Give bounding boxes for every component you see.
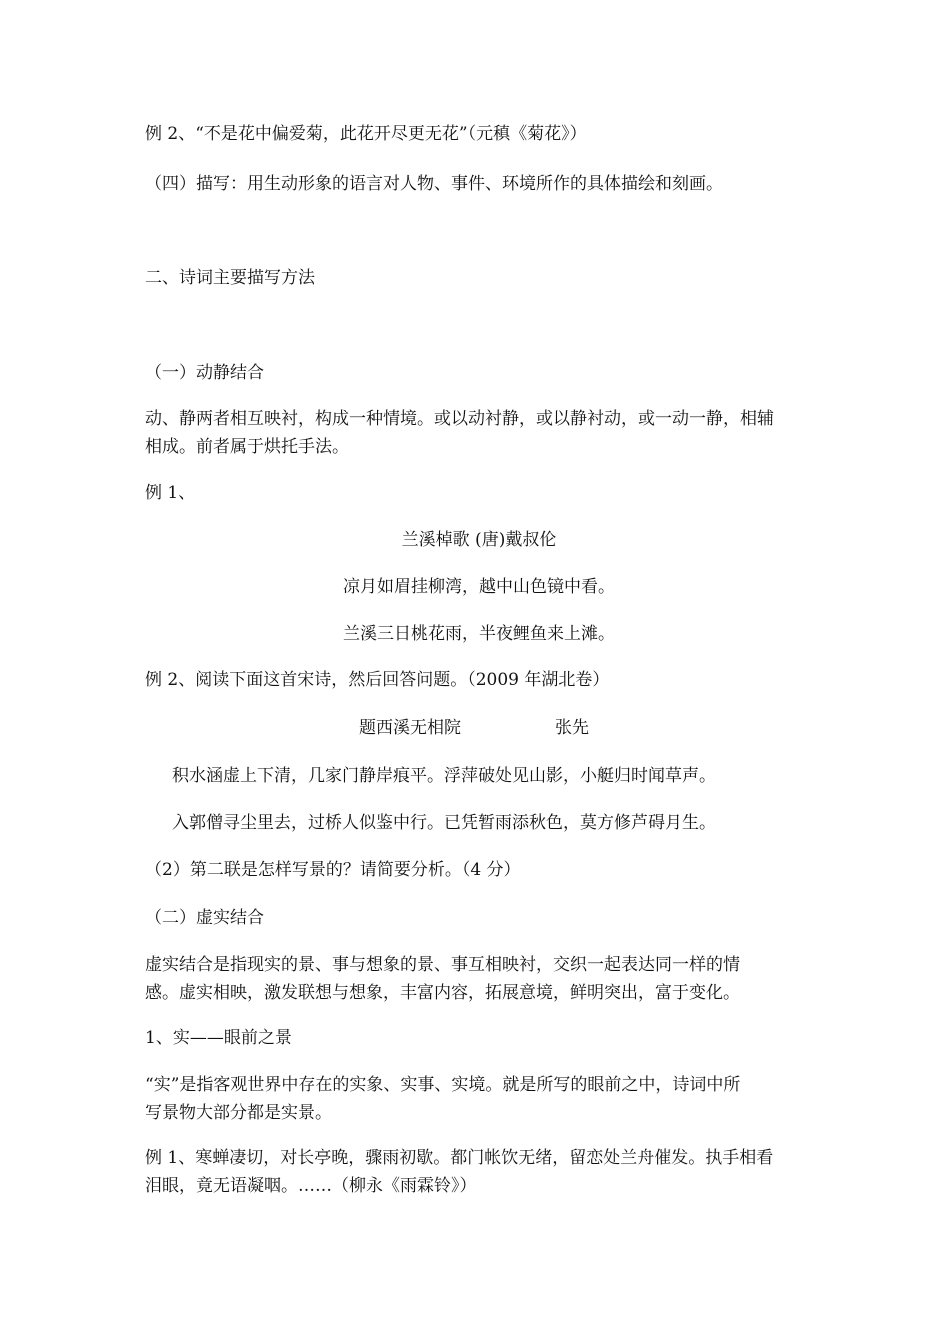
paragraph-line: 动、静两者相互映衬，构成一种情境。或以动衬静，或以静衬动，或一动一静，相辅 [145, 409, 774, 429]
poem2-title: 题西溪无相院 [359, 718, 461, 738]
section-4-description: （四）描写：用生动形象的语言对人物、事件、环境所作的具体描绘和刻画。 [145, 174, 723, 194]
poem1-line-2: 兰溪三日桃花雨，半夜鲤鱼来上滩。 [343, 624, 615, 644]
subheading-motion-stillness: （一）动静结合 [145, 363, 264, 383]
example-1-label: 例 1、 [145, 483, 196, 503]
paragraph-real-definition [145, 1071, 813, 1127]
paragraph-motion-stillness [145, 405, 813, 461]
paragraph-line: 虚实结合是指现实的景、事与想象的景、事互相映衬，交织一起表达同一样的情 [145, 955, 740, 975]
paragraph-example-yulinling [145, 1144, 813, 1200]
paragraph-line: 写景物大部分都是实景。 [145, 1103, 332, 1123]
point-1-real-scene: 1、实——眼前之景 [145, 1028, 292, 1048]
heading-description-methods: 二、诗词主要描写方法 [145, 268, 315, 288]
example-2-question-intro: 例 2、阅读下面这首宋诗，然后回答问题。（2009 年湖北卷） [145, 670, 610, 690]
paragraph-line: 例 1、寒蝉凄切，对长亭晚，骤雨初歇。都门帐饮无绪，留恋处兰舟催发。执手相看 [145, 1148, 774, 1168]
paragraph-line: 泪眼，竟无语凝咽。……（柳永《雨霖铃》） [145, 1176, 477, 1196]
question-2: （2）第二联是怎样写景的？请简要分析。（4 分） [145, 860, 521, 880]
paragraph-line: 感。虚实相映，激发联想与想象，丰富内容，拓展意境，鲜明突出，富于变化。 [145, 983, 740, 1003]
poem1-title: 兰溪棹歌 (唐)戴叔伦 [401, 530, 557, 550]
paragraph-line: “实”是指客观世界中存在的实象、实事、实境。就是所写的眼前之中，诗词中所 [145, 1075, 741, 1095]
poem2-line-1: 积水涵虚上下清，几家门静岸痕平。浮萍破处见山影，小艇归时闻草声。 [172, 766, 716, 786]
poem2-author: 张先 [555, 718, 589, 738]
subheading-virtual-real: （二）虚实结合 [145, 908, 264, 928]
paragraph-virtual-real [145, 951, 813, 1007]
example-2-chrysanthemum: 例 2、“不是花中偏爱菊，此花开尽更无花”（元稹《菊花》） [145, 124, 587, 144]
poem2-line-2: 入郭僧寻尘里去，过桥人似鉴中行。已凭暂雨添秋色，莫方修芦碍月生。 [172, 813, 716, 833]
paragraph-line: 相成。前者属于烘托手法。 [145, 437, 349, 457]
poem1-line-1: 凉月如眉挂柳湾，越中山色镜中看。 [343, 577, 615, 597]
